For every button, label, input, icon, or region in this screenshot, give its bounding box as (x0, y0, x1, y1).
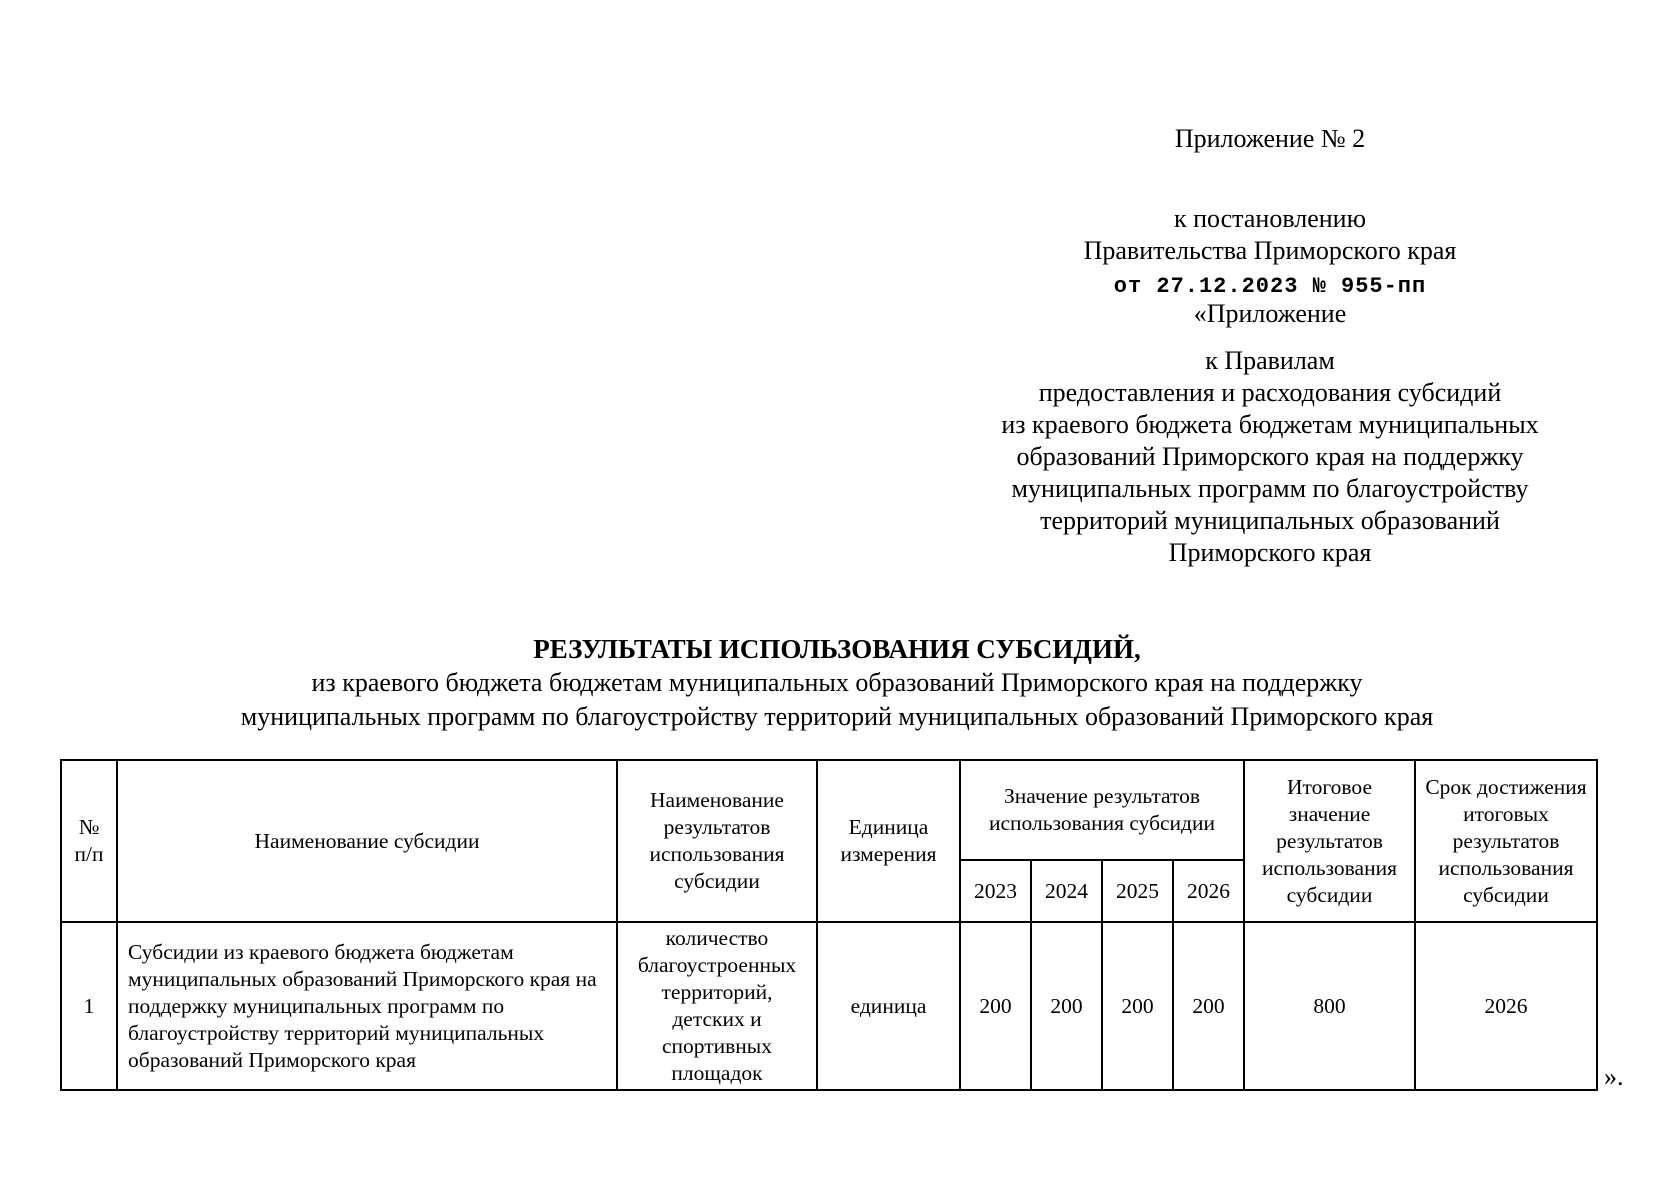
heading-subtitle-line: из краевого бюджета бюджетам муниципальных образований Приморского края на поддержку (311, 668, 1363, 697)
rules-line: Приморского края (1168, 538, 1372, 567)
cell-value-year: 200 (960, 922, 1031, 1090)
header-values-group: Значение результатов использования субсидии (960, 760, 1244, 860)
results-table (60, 759, 1598, 1091)
header-num: № п/п (61, 760, 117, 922)
rules-line: из краевого бюджета бюджетам муниципальных (1001, 410, 1539, 439)
cell-value-year: 200 (1031, 922, 1102, 1090)
appendix-date-number-text: от 27.12.2023 № 955-пп (1113, 274, 1427, 299)
rules-line: муниципальных программ по благоустройству (1011, 474, 1529, 503)
header-year: 2024 (1031, 860, 1102, 922)
cell-num: 1 (61, 922, 117, 1090)
cell-subsidy-name: Субсидии из краевого бюджета бюджетам муниципальных образований Приморского края на поддержку муниципальных программ по благоустройству территорий муниципальных образований Приморского края (117, 922, 617, 1090)
rules-line: к Правилам (1205, 346, 1335, 375)
heading-title: РЕЗУЛЬТАТЫ ИСПОЛЬЗОВАНИЯ СУБСИДИЙ, (533, 634, 1141, 664)
cell-result-name: количество благоустроенных территорий, детских и спортивных площадок (617, 922, 817, 1090)
cell-total: 800 (1244, 922, 1415, 1090)
header-deadline: Срок достижения итоговых результатов использования субсидии (1415, 760, 1597, 922)
header-result-name: Наименование результатов использования субсидии (617, 760, 817, 922)
appendix-quote-title: «Приложение (1193, 299, 1347, 328)
appendix-line-government: Правительства Приморского края (1083, 236, 1457, 265)
header-year: 2023 (960, 860, 1031, 922)
appendix-line-resolution: к постановлению (1173, 204, 1367, 233)
closing-quote: ». (1604, 1062, 1624, 1091)
header-unit: Единица измерения (817, 760, 960, 922)
heading-subtitle-line: муниципальных программ по благоустройству территорий муниципальных образований Приморского края (240, 702, 1434, 731)
cell-value-year: 200 (1102, 922, 1173, 1090)
cell-unit: единица (817, 922, 960, 1090)
document-heading (0, 632, 1674, 734)
header-row (61, 760, 1597, 860)
appendix-title: Приложение № 2 (1174, 124, 1366, 153)
rules-line: образований Приморского края на поддержку (1016, 442, 1524, 471)
cell-deadline: 2026 (1415, 922, 1597, 1090)
rules-line: территорий муниципальных образований (1040, 506, 1500, 535)
table-row (61, 922, 1597, 1090)
header-year: 2025 (1102, 860, 1173, 922)
header-total: Итоговое значение результатов использования субсидии (1244, 760, 1415, 922)
header-subsidy-name: Наименование субсидии (117, 760, 617, 922)
cell-value-year: 200 (1173, 922, 1244, 1090)
rules-line: предоставления и расходования субсидий (1038, 378, 1502, 407)
header-year: 2026 (1173, 860, 1244, 922)
